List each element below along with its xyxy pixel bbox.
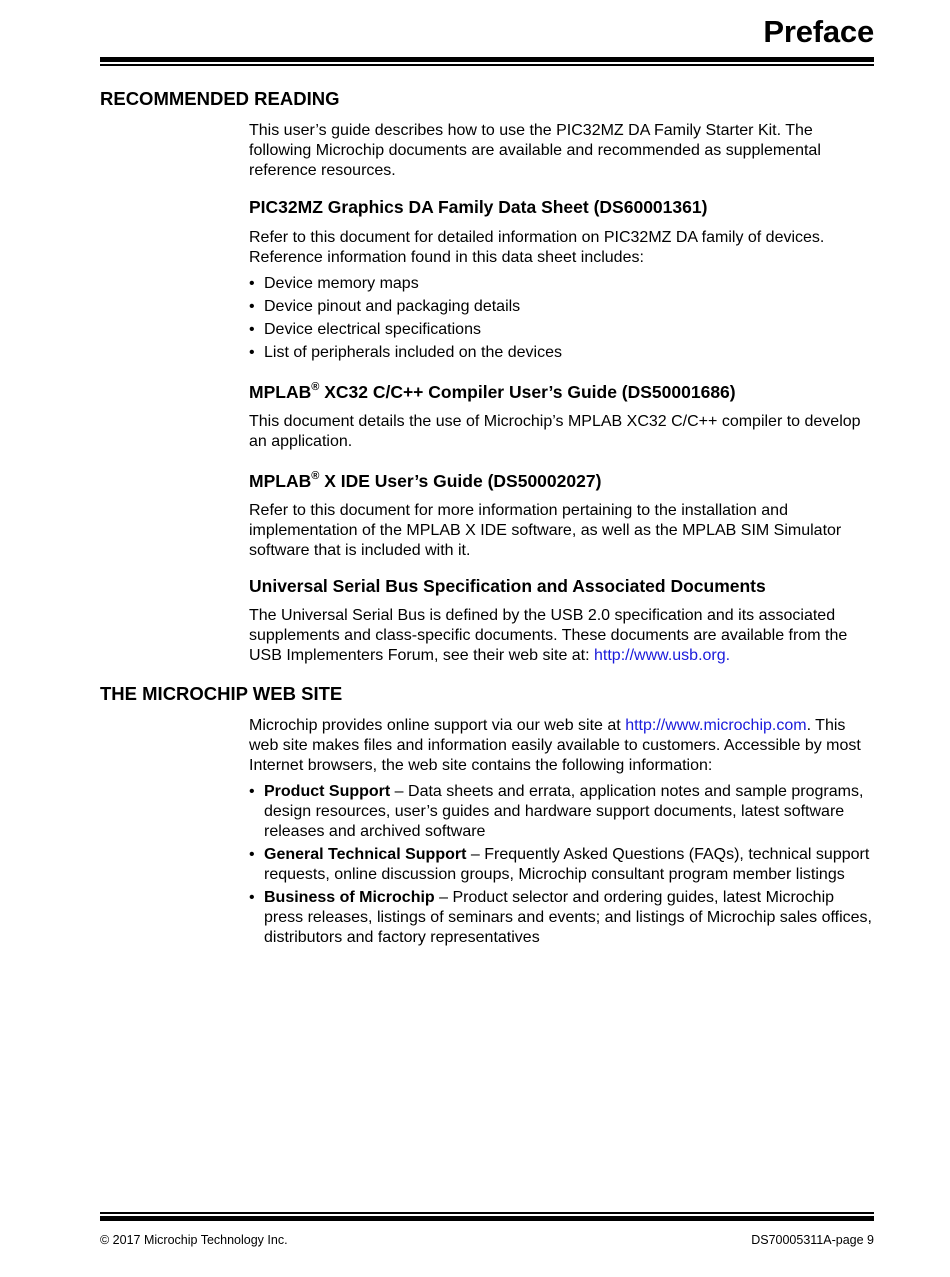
section-heading-web-site: THE MICROCHIP WEB SITE <box>100 683 343 704</box>
header-rule-thick <box>100 57 874 62</box>
list-item: • Device electrical specifications <box>249 320 874 340</box>
list-item: • Device memory maps <box>249 274 874 294</box>
datasheet-heading: PIC32MZ Graphics DA Family Data Sheet (DS60001361) <box>249 197 708 217</box>
page-title: Preface <box>763 14 874 49</box>
compiler-heading-prefix: MPLAB <box>249 381 312 402</box>
product-support-term: Product Support <box>264 783 391 800</box>
web-site-intro <box>249 716 874 776</box>
list-item <box>249 845 874 885</box>
list-item <box>249 888 874 948</box>
business-desc: – Product selector and ordering guides, latest Microchip press releases, listings of seminars and events; and listings of Microchip sales offices, distributors and factory representatives <box>264 889 872 946</box>
business-term: Business of Microchip <box>264 889 435 906</box>
web-site-body <box>249 716 874 948</box>
web-site-intro-before: Microchip provides online support via our web site at <box>249 717 626 734</box>
compiler-heading <box>249 377 874 403</box>
compiler-text: This document details the use of Microchip’s MPLAB XC32 C/C++ compiler to develop an application. <box>249 412 861 450</box>
recommended-reading-body <box>249 121 874 666</box>
header-rule-thin <box>100 64 874 66</box>
datasheet-bullet-list <box>249 274 874 363</box>
footer-rule-thick <box>100 1216 874 1221</box>
usb-org-link[interactable]: http://www.usb.org. <box>594 646 731 664</box>
product-support-desc: – Data sheets and errata, application notes and sample programs, design resources, user’s guides and hardware support documents, latest software releases and archived software <box>264 783 864 840</box>
technical-support-term: General Technical Support <box>264 846 467 863</box>
list-item: • List of peripherals included on the devices <box>249 343 874 363</box>
footer-rule-thin <box>100 1212 874 1214</box>
ide-heading-prefix: MPLAB <box>249 470 312 491</box>
recommended-reading-intro: This user’s guide describes how to use the PIC32MZ DA Family Starter Kit. The following Microchip documents are available and recommended as supplemental reference resources. <box>249 122 821 179</box>
ide-heading-rest: X IDE User’s Guide (DS50002027) <box>319 470 602 491</box>
registered-mark: ® <box>311 381 320 393</box>
registered-mark: ® <box>311 469 320 482</box>
usb-text <box>249 606 874 666</box>
usb-heading: Universal Serial Bus Specification and Associated Documents <box>249 575 766 596</box>
ide-text: Refer to this document for more information pertaining to the installation and implementation of the MPLAB X IDE software, as well as the MPLAB SIM Simulator software that is included with it. <box>249 501 842 559</box>
list-item <box>249 782 874 842</box>
footer-copyright: © 2017 Microchip Technology Inc. <box>100 1233 288 1247</box>
technical-support-desc: – Frequently Asked Questions (FAQs), technical support requests, online discussion groups, Microchip consultant program member listings <box>264 846 870 883</box>
ide-heading <box>249 466 874 492</box>
web-site-bullet-list <box>249 782 874 948</box>
web-site-intro-after: . This web site makes files and information easily available to customers. Accessible by most Internet browsers, the web site contains the following information: <box>249 717 861 774</box>
section-heading-recommended-reading: RECOMMENDED READING <box>100 88 340 109</box>
list-item: • Device pinout and packaging details <box>249 297 874 317</box>
footer-page-ref: DS70005311A-page 9 <box>751 1233 874 1247</box>
compiler-heading-rest: XC32 C/C++ Compiler User’s Guide (DS50001686) <box>319 381 736 402</box>
datasheet-text: Refer to this document for detailed information on PIC32MZ DA family of devices. Reference information found in this data sheet includes: <box>249 229 825 266</box>
usb-text-body: The Universal Serial Bus is defined by the USB 2.0 specification and its associated supplements and class-specific documents. These documents are available from the USB Implementers Forum, see their web site at: <box>249 606 848 664</box>
microchip-com-link[interactable]: http://www.microchip.com <box>625 717 807 734</box>
